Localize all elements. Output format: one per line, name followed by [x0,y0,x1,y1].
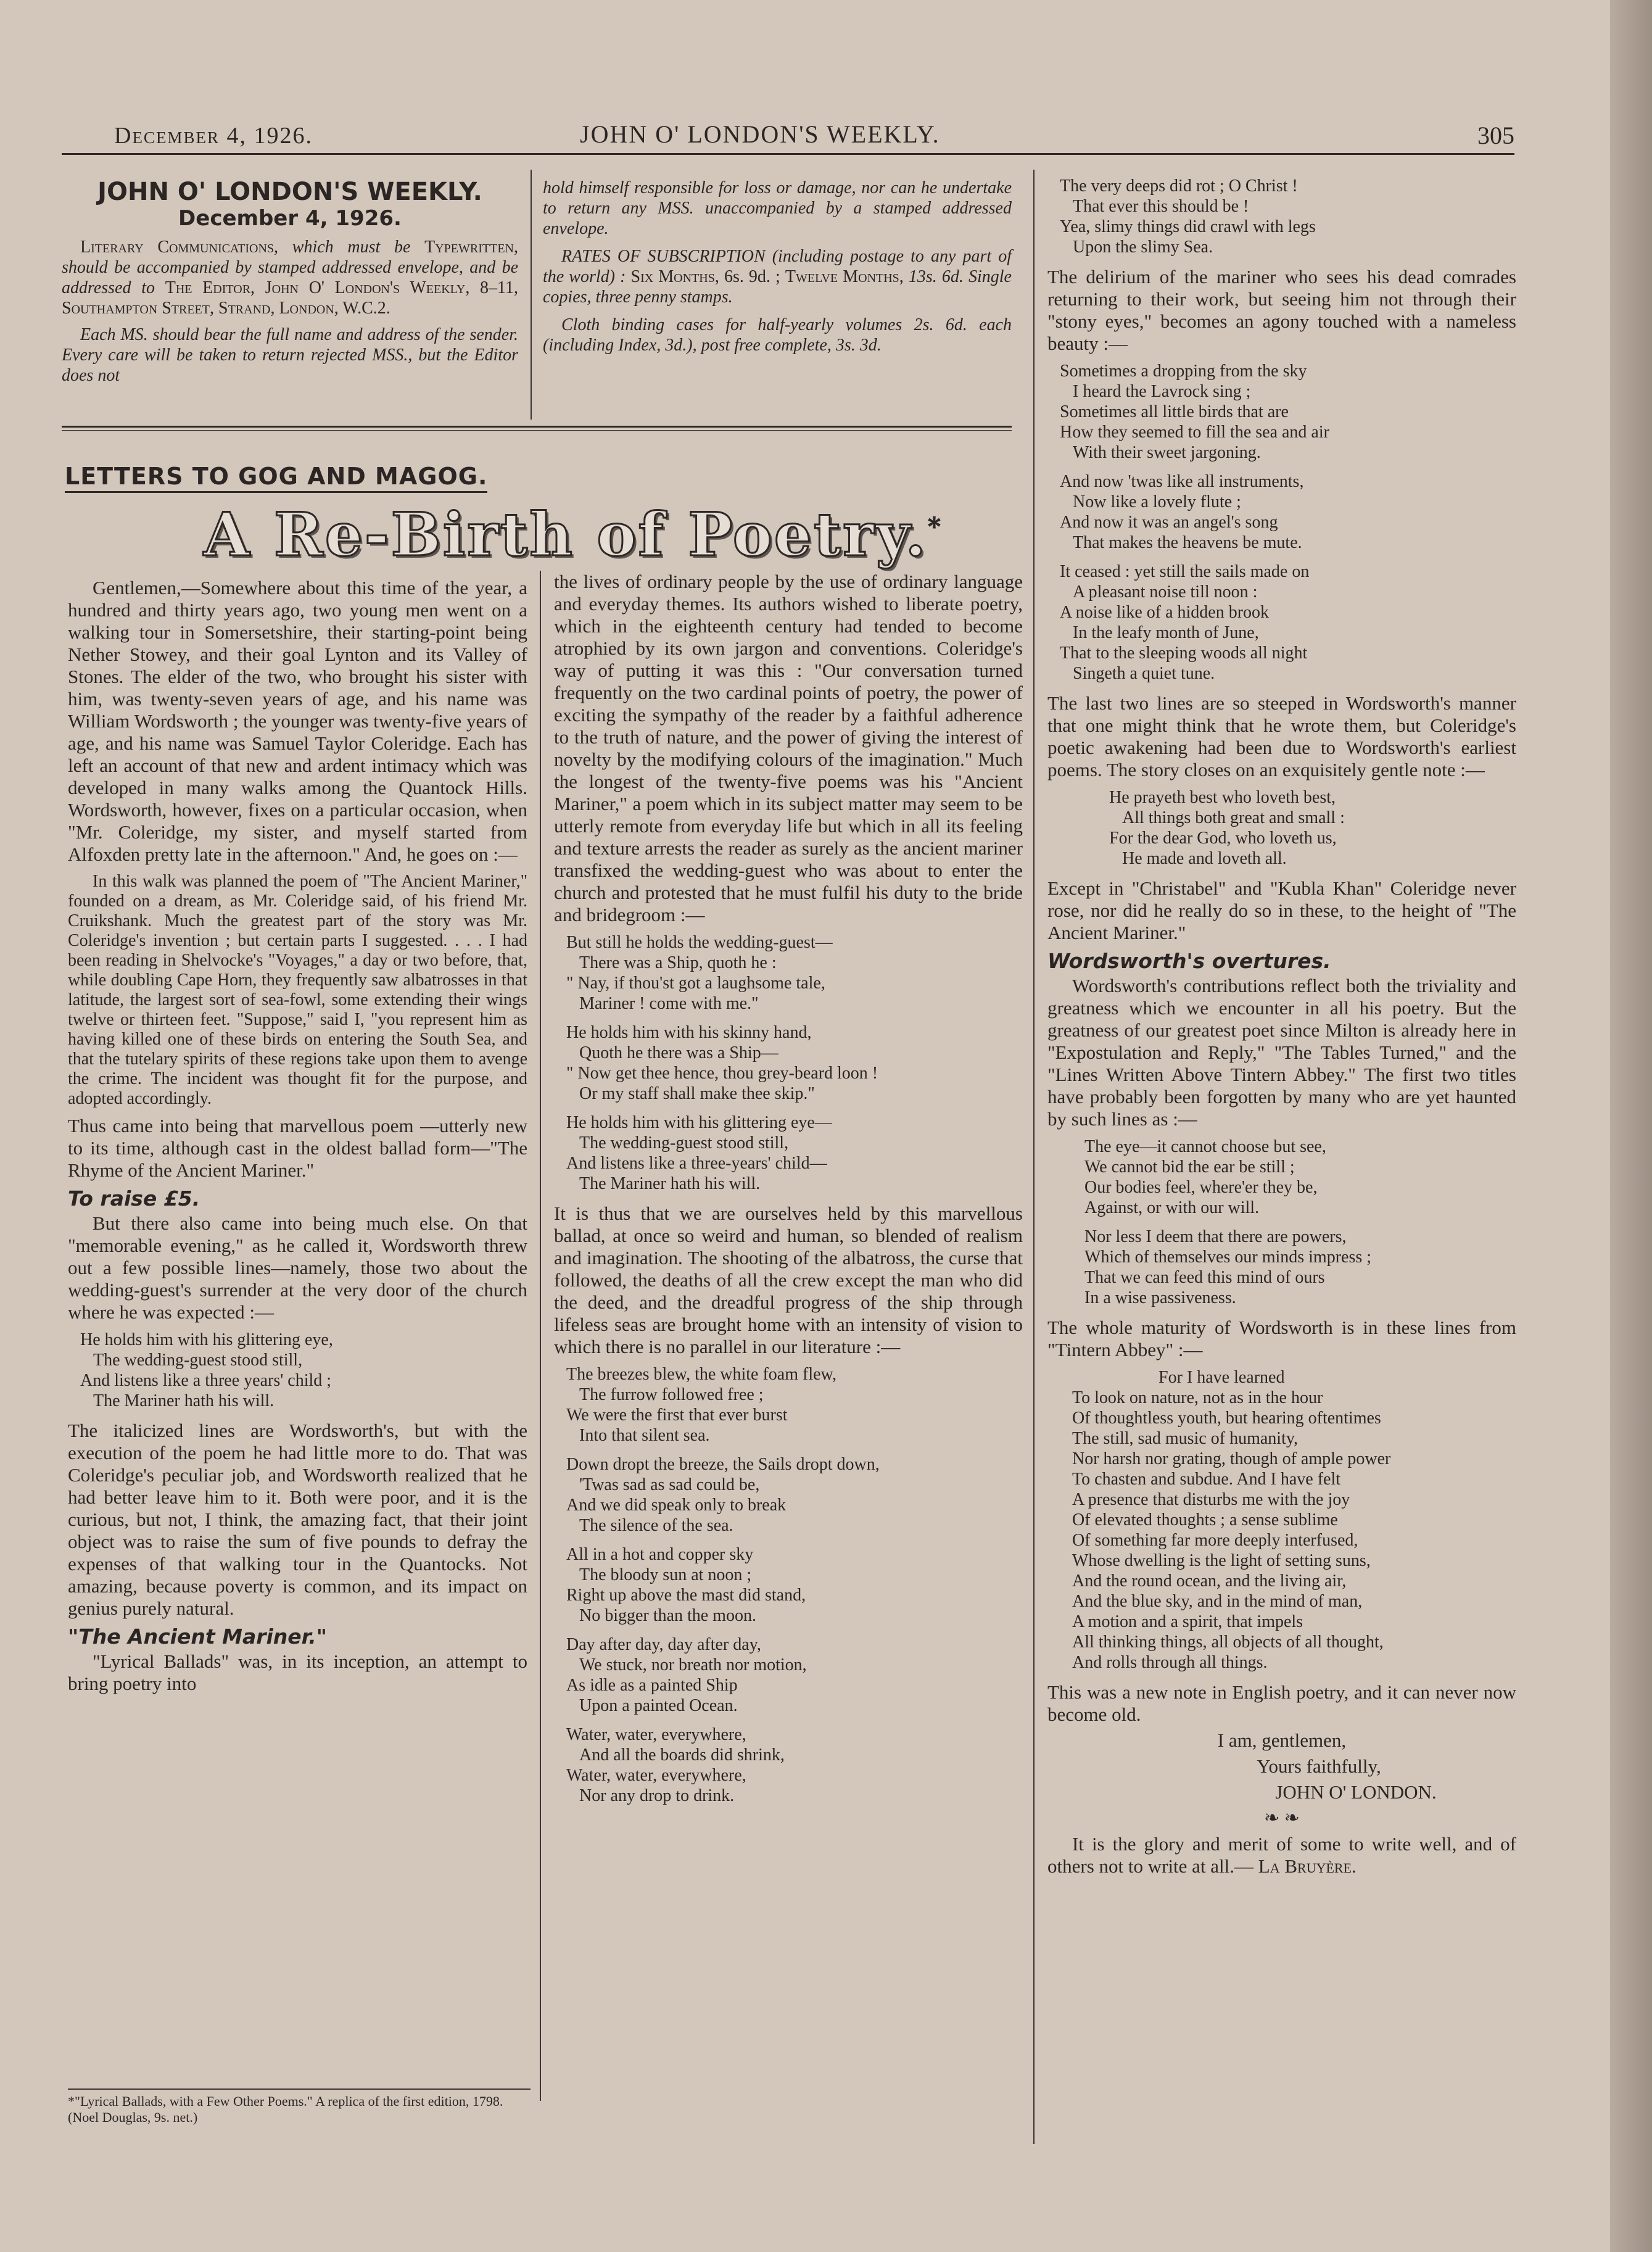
col2-para-2: It is thus that we are ourselves held by this marvellous ballad, at once so weird and human, so blended of realism and imagination. The shooting of the albatross, the curse that followed, the deaths of all the crew except the man who did the deed, and the dreadful progress of the ship through lifeless seas are brought home with an intensity of vision to which there is no parallel in our literature :— [554,1203,1023,1357]
col1-subhead-2: "The Ancient Mariner." [68,1625,327,1649]
subscription-block [543,178,1012,363]
footnote: *"Lyrical Ballads, with a Few Other Poems." A replica of the first edition, 1798. (Noel Douglas, 9s. net.) [68,2088,531,2126]
col2-verse-8: Water, water, everywhere, And all the boards did shrink, Water, water, everywhere, Nor any drop to drink. [566,1725,785,1805]
closing-quote: It is the glory and merit of some to write well, and of others not to write at all.— La Bruyère. [1047,1833,1516,1877]
headline-footnote-mark: * [927,512,943,541]
col3-para-5: The whole maturity of Wordsworth is in these lines from "Tintern Abbey" :— [1047,1317,1516,1360]
page-edge [1610,0,1652,2252]
col3-para-1: The delirium of the mariner who sees his dead comrades returning to their work, but seeing him not through their "stony eyes," becomes an agony touched with a nameless beauty :— [1047,266,1516,354]
col1-para-2: Thus came into being that marvellous poem —utterly new to its time, although cast in the oldest ballad form—"The Rhyme of the Ancient Mariner." [68,1115,527,1181]
running-head [114,117,1514,154]
running-head-date: December 4, 1926. [114,123,313,149]
col3-para-4: Wordsworth's contributions reflect both the triviality and greatness which we encounter in all his poetry. But the greatness of our greatest poet since Milton is already here in "Expostulation and Reply," "The Tables Turned," and the "Lines Written Above Tintern Abbey." The first two titles have probably been forgotten by many who are yet haunted by such lines as :— [1047,975,1516,1130]
col3-verse-6: The eye—it cannot choose but see, We cannot bid the ear be still ; Our bodies feel, where'er they be, Against, or with our will. [1084,1137,1326,1217]
col2-verse-2: He holds him with his skinny hand, Quoth he there was a Ship— " Now get thee hence, thou grey-beard loon ! Or my staff shall make thee skip." [566,1023,878,1103]
page-number: 305 [1477,122,1514,149]
column-rule [540,571,541,2101]
masthead-title: JOHN O' LONDON'S WEEKLY. [97,178,482,206]
top-rule [62,153,1514,155]
masthead-ms-note: Each MS. should bear the full name and address of the sender. Every care will be taken to return rejected MSS., but the Editor does not [62,325,518,385]
column-rule [1033,170,1035,2144]
col2-para-1: the lives of ordinary people by the use of ordinary language and everyday themes. Its authors wished to liberate poetry, which in the eighteenth century had tended to become atrophied by its own jargon and conventions. Coleridge's way of putting it was this : "Our conversation turned frequently on the two cardinal points of poetry, the power of exciting the sympathy of the reader by a faithful adherence to the truth of nature, and the power of giving the interest of novelty by the modifying colours of the imagination." Much the longest of the twenty-five poems was his "Ancient Mariner," a poem which in its subject matter may seem to be utterly remote from everyday life but which in all its feeling and texture arrests the reader as surely as the ancient mariner transfixed the wedding-guest who was about to enter the church and protested that he must fulfil his duty to the bride and bridegroom :— [554,571,1023,925]
col2-verse-1: But still he holds the wedding-guest— There was a Ship, quoth he : " Nay, if thou'st got a laughsome tale, Mariner ! come with me." [566,933,833,1013]
signoff-name: JOHN O' LONDON. [1275,1781,1437,1803]
closing-quote-author: La Bruyère. [1258,1855,1357,1877]
subscription-rates: RATES OF SUBSCRIPTION (including postage to any part of the world) : Six Months, 6s. 9d. ; Twelve Months, 13s. 6d. Single copies, three penny stamps. [543,247,1012,307]
col3-para-6: This was a new note in English poetry, and it can never now become old. [1047,1681,1516,1725]
col2-verse-4: The breezes blew, the white foam flew, The furrow followed free ; We were the first that ever burst Into that silent sea. [566,1365,836,1445]
col1-para-5: "Lyrical Ballads" was, in its inception, an attempt to bring poetry into [68,1650,527,1694]
col3-verse-5: He prayeth best who loveth best, All things both great and small : For the dear God, who loveth us, He made and loveth all. [1109,788,1345,868]
col3-verse-3: And now 'twas like all instruments, Now like a lovely flute ; And now it was an angel's song That makes the heavens be mute. [1060,472,1304,552]
col1-verse-1: He holds him with his glittering eye, The wedding-guest stood still, And listens like a three years' child ; The Mariner hath his will. [80,1330,333,1410]
col1-para-1: Gentlemen,—Somewhere about this time of the year, a hundred and thirty years ago, two young men went on a walking tour in Somersetshire, their starting-point being Nether Stowey, and their goal Lynton and its Valley of Stones. The elder of the two, who brought his sister with him, was twenty-seven years of age, and his name was William Wordsworth ; the younger was twenty-five years of age, and his name was Samuel Taylor Coleridge. Each has left an account of that new and ardent intimacy which was developed in many walks among the Quantock Hills. Wordsworth, however, fixes on a particular occasion, when "Mr. Coleridge, my sister, and myself started from Alfoxden pretty late in the afternoon." And, he goes on :— [68,577,527,865]
col3-verse-8: For I have learned To look on nature, not as in the hour Of thoughtless youth, but hearing oftentimes The still, sad music of humanity, Nor harsh nor grating, though of ample power To chasten and subdue. And I have felt A presence that disturbs me with the joy Of elevated thoughts ; a sense sublime Of something far more deeply interfused, Whose dwelling is the light of setting suns, And the round ocean, and the living air, And the blue sky, and in the mind of man, A motion and a spirit, that impels All thinking things, all objects of all thought, And rolls through all things. [1072,1368,1391,1672]
column-rule [531,170,532,420]
binding-cases: Cloth binding cases for half-yearly volumes 2s. 6d. each (including Index, 3d.), post free complete, 3s. 3d. [543,315,1012,355]
signoff-closing: Yours faithfully, [1257,1755,1381,1777]
column-3 [1047,176,1516,1880]
col2-verse-7: Day after day, day after day, We stuck, nor breath nor motion, As idle as a painted Ship Upon a painted Ocean. [566,1635,807,1715]
col1-quote-1: In this walk was planned the poem of "The Ancient Mariner," founded on a dream, as Mr. Coleridge said, of his friend Mr. Cruikshank. Much the greatest part of the story was Mr. Coleridge's invention ; but certain parts I suggested. . . . I had been reading in Shelvocke's "Voyages," a day or two before, that, while doubling Cape Horn, they frequently saw albatrosses in that latitude, the largest sort of sea-fowl, some extending their wings twelve or thirteen feet. "Suppose," said I, "you represent him as having killed one of these birds on entering the South Sea, and that the tutelary spirits of these regions take upon them to avenge the crime. The incident was thought fit for the purpose, and adopted accordingly. [68,872,527,1108]
col3-para-3: Except in "Christabel" and "Kubla Khan" Coleridge never rose, nor did he really do so in these, to the height of "The Ancient Mariner." [1047,877,1516,943]
col1-para-4: The italicized lines are Wordsworth's, but with the execution of the poem he had little more to do. That was Coleridge's peculiar job, and Wordsworth realized that he had better leave him to it. Both were poor, and it is the curious, but not, I think, the amazing fact, that their joint object was to raise the sum of five pounds to defray the expenses of that walking tour in the Quantocks. Not amazing, because poverty is common, and its impact on genius purely natural. [68,1420,527,1619]
masthead-date: December 4, 1926. [178,206,402,231]
col1-subhead-1: To raise £5. [68,1186,200,1211]
masthead [62,178,518,392]
col2-verse-5: Down dropt the breeze, the Sails dropt down, 'Twas sad as sad could be, And we did speak only to break The silence of the sea. [566,1455,880,1535]
masthead-communications: Literary Communications, which must be Typewritten, should be accompanied by stamped addressed envelope, and be addressed to The Editor, John O' London's Weekly, 8–11, Southampton Street, Strand, London, W.C.2. [62,238,518,318]
col3-verse-2: Sometimes a dropping from the sky I heard the Lavrock sing ; Sometimes all little birds that are How they seemed to fill the sea and air With their sweet jargoning. [1060,362,1329,462]
col1-para-3: But there also came into being much else. On that "memorable evening," as he called it, Wordsworth threw out a few possible lines—namely, those two about the wedding-guest's surrender at the very door of the church where he was expected :— [68,1212,527,1323]
col3-verse-1: The very deeps did rot ; O Christ ! That ever this should be ! Yea, slimy things did crawl with legs Upon the slimy Sea. [1060,176,1316,257]
masthead-rule [62,426,1012,428]
col3-subhead-1: Wordsworth's overtures. [1047,949,1331,973]
col3-verse-4: It ceased : yet still the sails made on A pleasant noise till noon : A noise like of a hidden brook In the leafy month of June, That to the sleeping woods all night Singeth a quiet tune. [1060,562,1310,683]
col3-para-2: The last two lines are so steeped in Wordsworth's manner that one might think that he wrote them, but Coleridge's poetic awakening had been due to Wordsworth's earliest poems. The story closes on an exquisitely gentle note :— [1047,692,1516,780]
col2-verse-3: He holds him with his glittering eye— The wedding-guest stood still, And listens like a three-years' child— The Mariner hath his will. [566,1113,832,1193]
column-2 [554,571,1023,1815]
col3-verse-7: Nor less I deem that there are powers, Which of themselves our minds impress ; That we can feed this mind of ours In a wise passiveness. [1084,1227,1372,1307]
signoff-salutation: I am, gentlemen, [1217,1729,1347,1751]
fleuron-ornament: ❧ ❧ [1264,1808,1300,1828]
headline: A Re-Birth of Poetry.* [204,500,943,569]
section-label: LETTERS TO GOG AND MAGOG. [65,463,487,493]
masthead-liability: hold himself responsible for loss or damage, nor can he undertake to return any MSS. unaccompanied by a stamped addressed envelope. [543,178,1012,238]
masthead-rule-thin [62,430,1012,431]
column-1 [68,577,527,1697]
running-head-publication: JOHN O' LONDON'S WEEKLY. [580,120,940,148]
col2-verse-6: All in a hot and copper sky The bloody sun at noon ; Right up above the mast did stand, No bigger than the moon. [566,1545,806,1625]
